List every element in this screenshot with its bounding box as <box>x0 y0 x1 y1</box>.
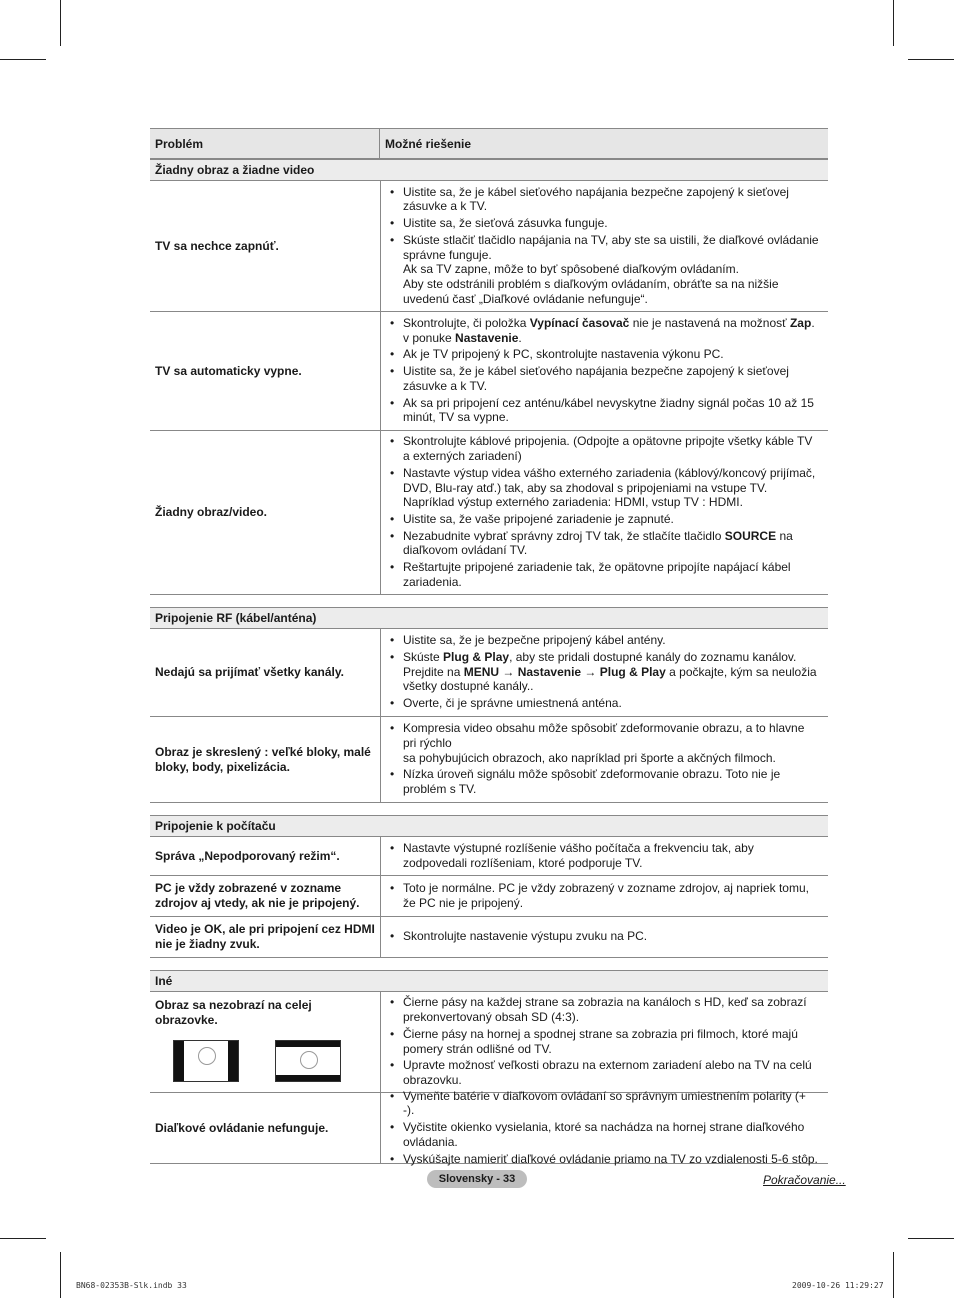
table-row <box>150 992 828 1093</box>
problem-text: Nedajú sa prijímať všetky kanály. <box>155 665 344 679</box>
solution-list <box>389 720 820 799</box>
solution-item: • Nízka úroveň signálu môže spôsobiť zdeformovanie obrazu. Toto nie je problém s TV. <box>389 767 820 796</box>
table-row <box>150 629 828 717</box>
problem-cell <box>150 1093 381 1163</box>
problem-cell <box>150 837 381 875</box>
solution-item: • Uistite sa, že je kábel sieťového napájania bezpečne zapojený k sieťovej zásuvke a k TV. <box>389 185 820 214</box>
table-header <box>150 128 828 159</box>
crop-mark <box>893 1252 894 1298</box>
solution-item: • Skontrolujte nastavenie výstupu zvuku na PC. <box>389 929 820 944</box>
problem-text: Video je OK, ale pri pripojení cez HDMI nie je žiadny zvuk. <box>155 922 375 951</box>
crop-mark <box>0 1238 46 1239</box>
solution-list <box>389 840 820 872</box>
header-solution: Možné riešenie <box>385 136 472 151</box>
solution-list <box>389 632 820 713</box>
solution-item: • Kompresia video obsahu môže spôsobiť zdeformovanie obrazu, a to hlavne pri rýchlo sa pohybujúcich obrazoch, ako napríklad pri športe a akčných filmoch. <box>389 721 820 765</box>
solution-list <box>389 433 820 591</box>
table-row <box>150 837 828 876</box>
solution-cell <box>381 629 828 716</box>
solution-item: • Upravte možnosť veľkosti obrazu na externom zariadení alebo na TV na celú obrazovku. <box>389 1058 820 1087</box>
header-problem: Problém <box>150 129 380 158</box>
solution-item: • Uistite sa, že vaše pripojené zariadenie je zapnuté. <box>389 512 820 527</box>
solution-cell <box>381 876 828 916</box>
solution-item: • Vyčistite okienko vysielania, ktoré sa nachádza na hornej strane diaľkového ovládania. <box>389 1120 820 1149</box>
solution-item: • Uistite sa, že sieťová zásuvka funguje. <box>389 216 820 231</box>
table-row <box>150 312 828 431</box>
problem-cell <box>150 431 381 594</box>
table-row <box>150 717 828 803</box>
problem-text: PC je vždy zobrazené v zozname zdrojov aj vtedy, ak nie je pripojený. <box>155 881 360 910</box>
pillarbox-image <box>173 1040 239 1082</box>
problem-cell <box>150 717 381 802</box>
crop-mark <box>0 59 46 60</box>
section-title: Žiadny obraz a žiadne video <box>150 159 828 181</box>
problem-text: TV sa automaticky vypne. <box>155 363 302 378</box>
table-row <box>150 1088 828 1166</box>
crop-mark <box>908 1238 954 1239</box>
table-row <box>150 876 828 917</box>
solution-list <box>389 994 820 1089</box>
problem-text: Správa „Nepodporovaný režim“. <box>155 848 340 863</box>
problem-text: TV sa nechce zapnúť. <box>155 238 279 253</box>
table-body <box>150 159 828 1164</box>
problem-cell <box>150 181 381 311</box>
solution-list <box>389 184 820 309</box>
problem-cell <box>150 312 381 430</box>
solution-cell <box>381 1088 828 1166</box>
solution-item: • Skúste Plug & Play, aby ste pridali dostupné kanály do zoznamu kanálov. Prejdite na MENU → Nastavenie → Plug & Play a počkajte, kým sa neuložia všetky dostupné kanály.. <box>389 650 820 694</box>
crop-mark <box>908 59 954 60</box>
solution-cell <box>381 431 828 594</box>
solution-cell <box>381 837 828 875</box>
solution-item: • Skontrolujte káblové pripojenia. (Odpojte a opätovne pripojte všetky káble TV a externých zariadení) <box>389 434 820 463</box>
solution-cell <box>381 717 828 802</box>
solution-item: • Uistite sa, že je kábel sieťového napájania bezpečne zapojený k sieťovej zásuvke a k TV. <box>389 364 820 393</box>
solution-item: • Nastavte výstupné rozlíšenie vášho počítača a frekvenciu tak, aby zodpovedali rozlíšeniam, ktoré podporuje TV. <box>389 841 820 870</box>
solution-item: • Vymeňte batérie v diaľkovom ovládaní so správnym umiestnením polarity (+ -). <box>389 1089 820 1118</box>
solution-item: • Nezabudnite vybrať správny zdroj TV tak, že stlačíte tlačidlo SOURCE na diaľkovom ovládaní TV. <box>389 529 820 558</box>
problem-cell <box>150 629 381 716</box>
section-gap <box>150 958 828 970</box>
solution-list <box>389 928 820 946</box>
section-title: Iné <box>150 970 828 992</box>
crop-mark <box>60 1252 61 1298</box>
section-title: Pripojenie k počítaču <box>150 815 828 837</box>
crop-mark <box>893 0 894 46</box>
solution-cell <box>381 992 828 1092</box>
solution-item: • Čierne pásy na hornej a spodnej strane sa zobrazia pri filmoch, ktoré majú pomery strán odlišné od TV. <box>389 1027 820 1056</box>
problem-cell <box>150 992 381 1092</box>
section-gap <box>150 595 828 607</box>
continued-label: Pokračovanie... <box>763 1173 846 1187</box>
print-datetime: 2009-10-26 11:29:27 <box>792 1281 884 1290</box>
solution-item: • Ak sa pri pripojení cez anténu/kábel nevyskytne žiadny signál počas 10 až 15 minút, TV sa vypne. <box>389 396 820 425</box>
solution-item: • Reštartujte pripojené zariadenie tak, že opätovne pripojíte napájací kábel zariadenia. <box>389 560 820 589</box>
table-row <box>150 431 828 595</box>
page-number-badge: Slovensky - 33 <box>427 1170 527 1188</box>
problem-cell <box>150 876 381 916</box>
letterbox-image <box>275 1040 341 1082</box>
solution-item: • Overte, či je správne umiestnená anténa. <box>389 696 820 711</box>
solution-item: • Vyskúšajte namieriť diaľkové ovládanie priamo na TV zo vzdialenosti 5-6 stôp. <box>389 1152 820 1167</box>
solution-item: • Toto je normálne. PC je vždy zobrazený v zozname zdrojov, aj napriek tomu, že PC nie je pripojený. <box>389 881 820 910</box>
problem-text: Obraz sa nezobrazí na celej obrazovke. <box>155 998 312 1027</box>
problem-text: Diaľkové ovládanie nefunguje. <box>155 1120 329 1135</box>
crop-mark <box>60 0 61 46</box>
table-row <box>150 181 828 312</box>
print-file-info: BN68-02353B-Slk.indb 33 <box>76 1281 187 1290</box>
solution-item: • Skontrolujte, či položka Vypínací časovač nie je nastavená na možnosť Zap. v ponuke Nastavenie. <box>389 316 820 345</box>
section-gap <box>150 803 828 815</box>
solution-cell <box>381 181 828 311</box>
problem-text: Žiadny obraz/video. <box>155 505 268 519</box>
solution-item: • Uistite sa, že je bezpečne pripojený kábel antény. <box>389 633 820 648</box>
solution-list <box>389 315 820 427</box>
problem-cell <box>150 917 381 957</box>
solution-item: • Nastavte výstup videa vášho externého zariadenia (káblový/koncový prijímač, DVD, Blu-ray atď.) tak, aby sa zhodoval s pripojeniami na vstupe TV. Napríklad výstup externého zariadenia: HDMI, vstup TV : HDMI. <box>389 466 820 510</box>
solution-item: • Skúste stlačiť tlačidlo napájania na TV, aby ste sa uistili, že diaľkové ovládanie správne funguje. Ak sa TV zapne, môže to byť spôsobené diaľkovým ovládaním. Aby ste odstránili problém s diaľkovým ovládaním, obráťte sa na nižšie uvedenú časť „Diaľkové ovládanie nefunguje“. <box>389 233 820 307</box>
solution-item: • Ak je TV pripojený k PC, skontrolujte nastavenia výkonu PC. <box>389 347 820 362</box>
problem-text: Obraz je skreslený : veľké bloky, malé bloky, body, pixelizácia. <box>155 744 371 774</box>
solution-cell <box>381 917 828 957</box>
solution-list <box>389 880 820 912</box>
aspect-ratio-illustrations <box>173 1040 341 1082</box>
troubleshooting-table <box>150 128 828 1164</box>
solution-list <box>389 1088 820 1169</box>
solution-cell <box>381 312 828 430</box>
table-row <box>150 917 828 958</box>
section-title: Pripojenie RF (kábel/anténa) <box>150 607 828 629</box>
solution-item: • Čierne pásy na každej strane sa zobrazia na kanáloch s HD, keď sa zobrazí prekonvertovaný obsah SD (4:3). <box>389 995 820 1024</box>
